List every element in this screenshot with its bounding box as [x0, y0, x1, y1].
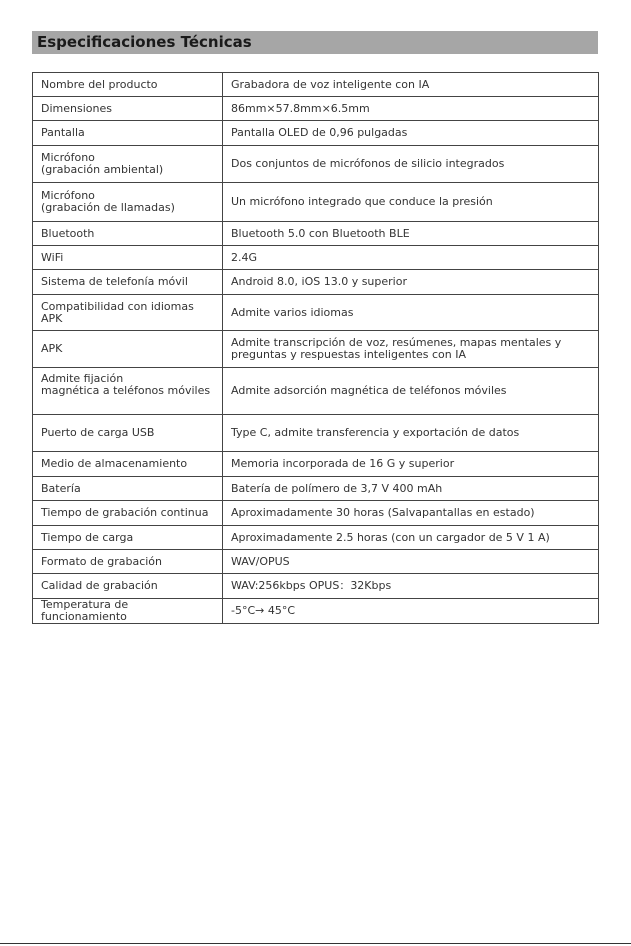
spec-value: 86mm×57.8mm×6.5mm: [223, 97, 599, 121]
spec-label: Puerto de carga USB: [33, 415, 223, 452]
table-row: [33, 477, 599, 501]
table-row: [33, 526, 599, 550]
table-row: [33, 295, 599, 331]
spec-value: WAV/OPUS: [223, 550, 599, 574]
table-row: [33, 501, 599, 526]
spec-value: Admite transcripción de voz, resúmenes, mapas mentales y preguntas y respuestas inteligentes con IA: [223, 331, 599, 368]
spec-label: Temperatura de funcionamiento: [33, 599, 223, 624]
spec-value: Grabadora de voz inteligente con IA: [223, 73, 599, 97]
table-row: [33, 183, 599, 222]
spec-label: Tiempo de carga: [33, 526, 223, 550]
spec-label: Micrófono (grabación ambiental): [33, 146, 223, 183]
spec-value: Admite varios idiomas: [223, 295, 599, 331]
spec-value: Admite adsorción magnética de teléfonos móviles: [223, 368, 599, 415]
spec-label: Compatibilidad con idiomas APK: [33, 295, 223, 331]
spec-value: -5°C→ 45°C: [223, 599, 599, 624]
table-row: [33, 146, 599, 183]
spec-value: Un micrófono integrado que conduce la presión: [223, 183, 599, 222]
spec-label: Formato de grabación: [33, 550, 223, 574]
table-row: [33, 246, 599, 270]
spec-value: Android 8.0, iOS 13.0 y superior: [223, 270, 599, 295]
spec-label: Tiempo de grabación continua: [33, 501, 223, 526]
specifications-table: [32, 72, 599, 624]
spec-label: APK: [33, 331, 223, 368]
table-row: [33, 270, 599, 295]
spec-value: Batería de polímero de 3,7 V 400 mAh: [223, 477, 599, 501]
table-row: [33, 415, 599, 452]
spec-value: Bluetooth 5.0 con Bluetooth BLE: [223, 222, 599, 246]
spec-value: Type C, admite transferencia y exportación de datos: [223, 415, 599, 452]
table-row: [33, 222, 599, 246]
table-row: [33, 97, 599, 121]
spec-label: Bluetooth: [33, 222, 223, 246]
spec-value: 2.4G: [223, 246, 599, 270]
spec-value: Aproximadamente 2.5 horas (con un cargador de 5 V 1 A): [223, 526, 599, 550]
spec-value: WAV:256kbps OPUS：32Kbps: [223, 574, 599, 599]
spec-value: Dos conjuntos de micrófonos de silicio integrados: [223, 146, 599, 183]
spec-label: Dimensiones: [33, 97, 223, 121]
table-row: [33, 121, 599, 146]
spec-label: Pantalla: [33, 121, 223, 146]
table-row: [33, 574, 599, 599]
table-row: [33, 452, 599, 477]
spec-label: Nombre del producto: [33, 73, 223, 97]
spec-label: Micrófono (grabación de llamadas): [33, 183, 223, 222]
spec-value: Aproximadamente 30 horas (Salvapantallas en estado): [223, 501, 599, 526]
table-row: [33, 599, 599, 624]
spec-label: Medio de almacenamiento: [33, 452, 223, 477]
table-row: [33, 331, 599, 368]
table-row: [33, 73, 599, 97]
spec-value: Pantalla OLED de 0,96 pulgadas: [223, 121, 599, 146]
spec-label: Sistema de telefonía móvil: [33, 270, 223, 295]
spec-value: Memoria incorporada de 16 G y superior: [223, 452, 599, 477]
spec-label: Calidad de grabación: [33, 574, 223, 599]
footer-divider: [0, 943, 631, 944]
spec-label: Batería: [33, 477, 223, 501]
section-title: Especificaciones Técnicas: [32, 31, 598, 54]
table-row: [33, 368, 599, 415]
table-row: [33, 550, 599, 574]
spec-label: WiFi: [33, 246, 223, 270]
spec-label: Admite fijación magnética a teléfonos móviles: [33, 368, 223, 415]
